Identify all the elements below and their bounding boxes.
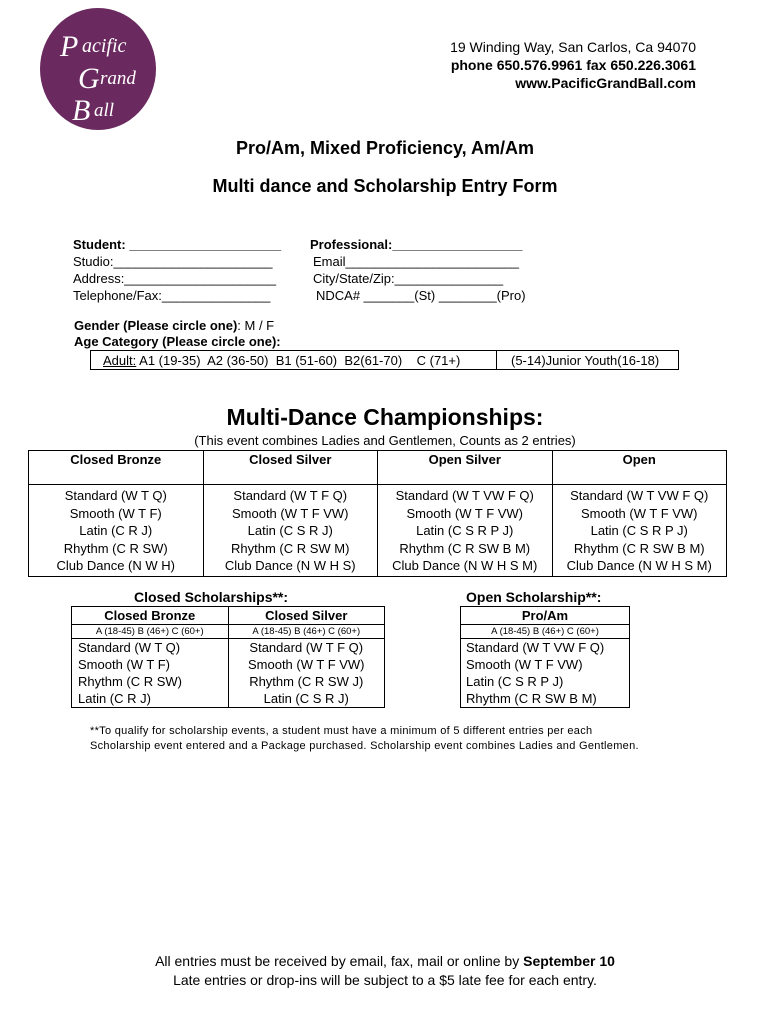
open-scholarship-events	[461, 639, 630, 708]
scholarship-header-closed-silver: Closed Silver	[228, 607, 385, 625]
event-item[interactable]: Rhythm (C R SW J)	[249, 674, 364, 689]
form-title: Multi dance and Scholarship Entry Form	[212, 176, 558, 196]
svg-text:G: G	[78, 62, 100, 95]
professional-field[interactable]: Professional:__________________	[310, 237, 523, 252]
event-item[interactable]: Rhythm (C R SW B M)	[466, 691, 597, 706]
closed-silver-scholarship-events	[228, 639, 385, 708]
youth-age-options[interactable]: (5-14)Junior Youth(16-18)	[511, 353, 660, 368]
student-field[interactable]: Student: _____________________	[73, 237, 282, 252]
event-item[interactable]: Latin (C S R J)	[247, 523, 333, 538]
svg-text:rand: rand	[100, 68, 136, 89]
col-header-closed-bronze: Closed Bronze	[29, 451, 204, 485]
event-item[interactable]: Club Dance (N W H S M)	[392, 558, 538, 573]
closed-bronze-scholarship-events	[72, 639, 229, 708]
gender-label: Gender (Please circle one)	[74, 318, 238, 333]
event-item[interactable]: Latin (C S R P J)	[416, 523, 514, 538]
event-item[interactable]: Standard (W T Q)	[64, 488, 167, 503]
age-category-label: Age Category (Please circle one):	[74, 334, 281, 349]
event-item[interactable]: Smooth (W T F VW)	[580, 505, 698, 521]
event-item[interactable]: Rhythm (C R SW)	[63, 540, 168, 556]
closed-scholarships-table	[71, 606, 385, 708]
event-item[interactable]: Rhythm (C R SW B M)	[399, 540, 531, 556]
ndca-field[interactable]: NDCA# _______(St) ________(Pro)	[316, 288, 526, 303]
event-item[interactable]: Latin (C S R J)	[263, 691, 349, 706]
city-field[interactable]: City/State/Zip:_______________	[313, 271, 504, 286]
age-groups: A (18-45) B (46+) C (60+)	[72, 625, 229, 639]
gender-age-section	[74, 318, 281, 350]
open-scholarship-table	[460, 606, 630, 708]
event-item[interactable]: Rhythm (C R SW)	[78, 674, 182, 689]
event-item[interactable]: Standard (W T F Q)	[233, 488, 348, 503]
multi-dance-subheading: (This event combines Ladies and Gentlemen, Counts as 2 entries)	[194, 433, 576, 448]
event-item[interactable]: Smooth (W T F VW)	[231, 505, 349, 521]
svg-text:B: B	[72, 94, 91, 127]
pacific-grand-ball-logo	[38, 6, 158, 132]
professional-fields	[310, 236, 526, 304]
event-item[interactable]: Rhythm (C R SW M)	[231, 540, 350, 556]
multi-dance-heading: Multi-Dance Championships:	[226, 404, 544, 430]
street-address: 19 Winding Way, San Carlos, Ca 94070	[450, 39, 696, 55]
gender-options[interactable]: : M / F	[237, 318, 275, 333]
multi-dance-table	[28, 450, 727, 577]
scholarship-footnote: **To qualify for scholarship events, a student must have a minimum of 5 different entries per each Scholarship event entered and a Package purchased. Scholarship event combines Ladies and Gentlemen.	[90, 725, 639, 752]
event-item[interactable]: Club Dance (N W H)	[56, 558, 175, 573]
studio-field[interactable]: Studio:______________________	[73, 254, 273, 269]
fax-label: fax	[586, 57, 607, 73]
svg-text:all: all	[94, 100, 115, 121]
age-divider	[496, 351, 497, 370]
event-item[interactable]: Standard (W T VW F Q)	[570, 488, 709, 503]
deadline-date: September 10	[523, 953, 615, 969]
svg-text:P: P	[60, 30, 79, 63]
fax-number: 650.226.3061	[610, 57, 696, 73]
event-item[interactable]: Club Dance (N W H S)	[224, 558, 356, 573]
website-link[interactable]: www.PacificGrandBall.com	[515, 75, 696, 91]
open-silver-events	[378, 485, 553, 577]
closed-silver-events	[203, 485, 378, 577]
open-scholarship-heading: Open Scholarship**:	[466, 589, 602, 605]
event-item[interactable]: Smooth (W T F VW)	[466, 657, 583, 672]
contact-info	[450, 38, 696, 92]
scholarship-header-closed-bronze: Closed Bronze	[72, 607, 229, 625]
event-item[interactable]: Latin (C S R P J)	[590, 523, 688, 538]
address-field[interactable]: Address:_____________________	[73, 271, 277, 286]
adult-label: Adult:	[103, 353, 137, 368]
scholarship-header-pro-am: Pro/Am	[461, 607, 630, 625]
email-field[interactable]: Email________________________	[313, 254, 520, 269]
student-fields	[73, 236, 281, 304]
event-item[interactable]: Smooth (W T F VW)	[247, 657, 365, 672]
phone-fax-line	[450, 56, 696, 74]
svg-text:acific: acific	[82, 35, 127, 57]
event-item[interactable]: Latin (C R J)	[78, 691, 151, 706]
event-item[interactable]: Standard (W T Q)	[78, 640, 181, 655]
event-item[interactable]: Standard (W T VW F Q)	[395, 488, 534, 503]
page-title: Pro/Am, Mixed Proficiency, Am/Am	[235, 138, 535, 158]
deadline-footer	[0, 952, 770, 990]
event-item[interactable]: Smooth (W T F)	[78, 657, 170, 672]
phone-label: phone	[450, 57, 493, 73]
event-item[interactable]: Rhythm (C R SW B M)	[573, 540, 705, 556]
adult-age-options[interactable]: A1 (19-35) A2 (36-50) B1 (51-60) B2(61-70) C (71+)	[136, 353, 461, 368]
open-events	[552, 485, 727, 577]
event-item[interactable]: Latin (C S R P J)	[466, 674, 564, 689]
event-item[interactable]: Standard (W T VW F Q)	[466, 640, 605, 655]
late-fee-text: Late entries or drop-ins will be subject to a $5 late fee for each entry.	[173, 972, 597, 988]
col-header-closed-silver: Closed Silver	[203, 451, 378, 485]
age-groups: A (18-45) B (46+) C (60+)	[461, 625, 630, 639]
phone-number: 650.576.9961	[496, 57, 583, 73]
closed-bronze-events	[29, 485, 204, 577]
age-groups: A (18-45) B (46+) C (60+)	[228, 625, 385, 639]
event-item[interactable]: Smooth (W T F VW)	[406, 505, 524, 521]
event-item[interactable]: Standard (W T F Q)	[249, 640, 364, 655]
closed-scholarships-heading: Closed Scholarships**:	[134, 589, 289, 605]
event-item[interactable]: Latin (C R J)	[79, 523, 153, 538]
event-item[interactable]: Smooth (W T F)	[69, 505, 162, 521]
deadline-text: All entries must be received by email, fax, mail or online by	[155, 953, 524, 969]
event-item[interactable]: Club Dance (N W H S M)	[566, 558, 712, 573]
age-category-box	[90, 350, 679, 370]
col-header-open: Open	[552, 451, 727, 485]
col-header-open-silver: Open Silver	[378, 451, 553, 485]
telephone-field[interactable]: Telephone/Fax:_______________	[73, 288, 271, 303]
